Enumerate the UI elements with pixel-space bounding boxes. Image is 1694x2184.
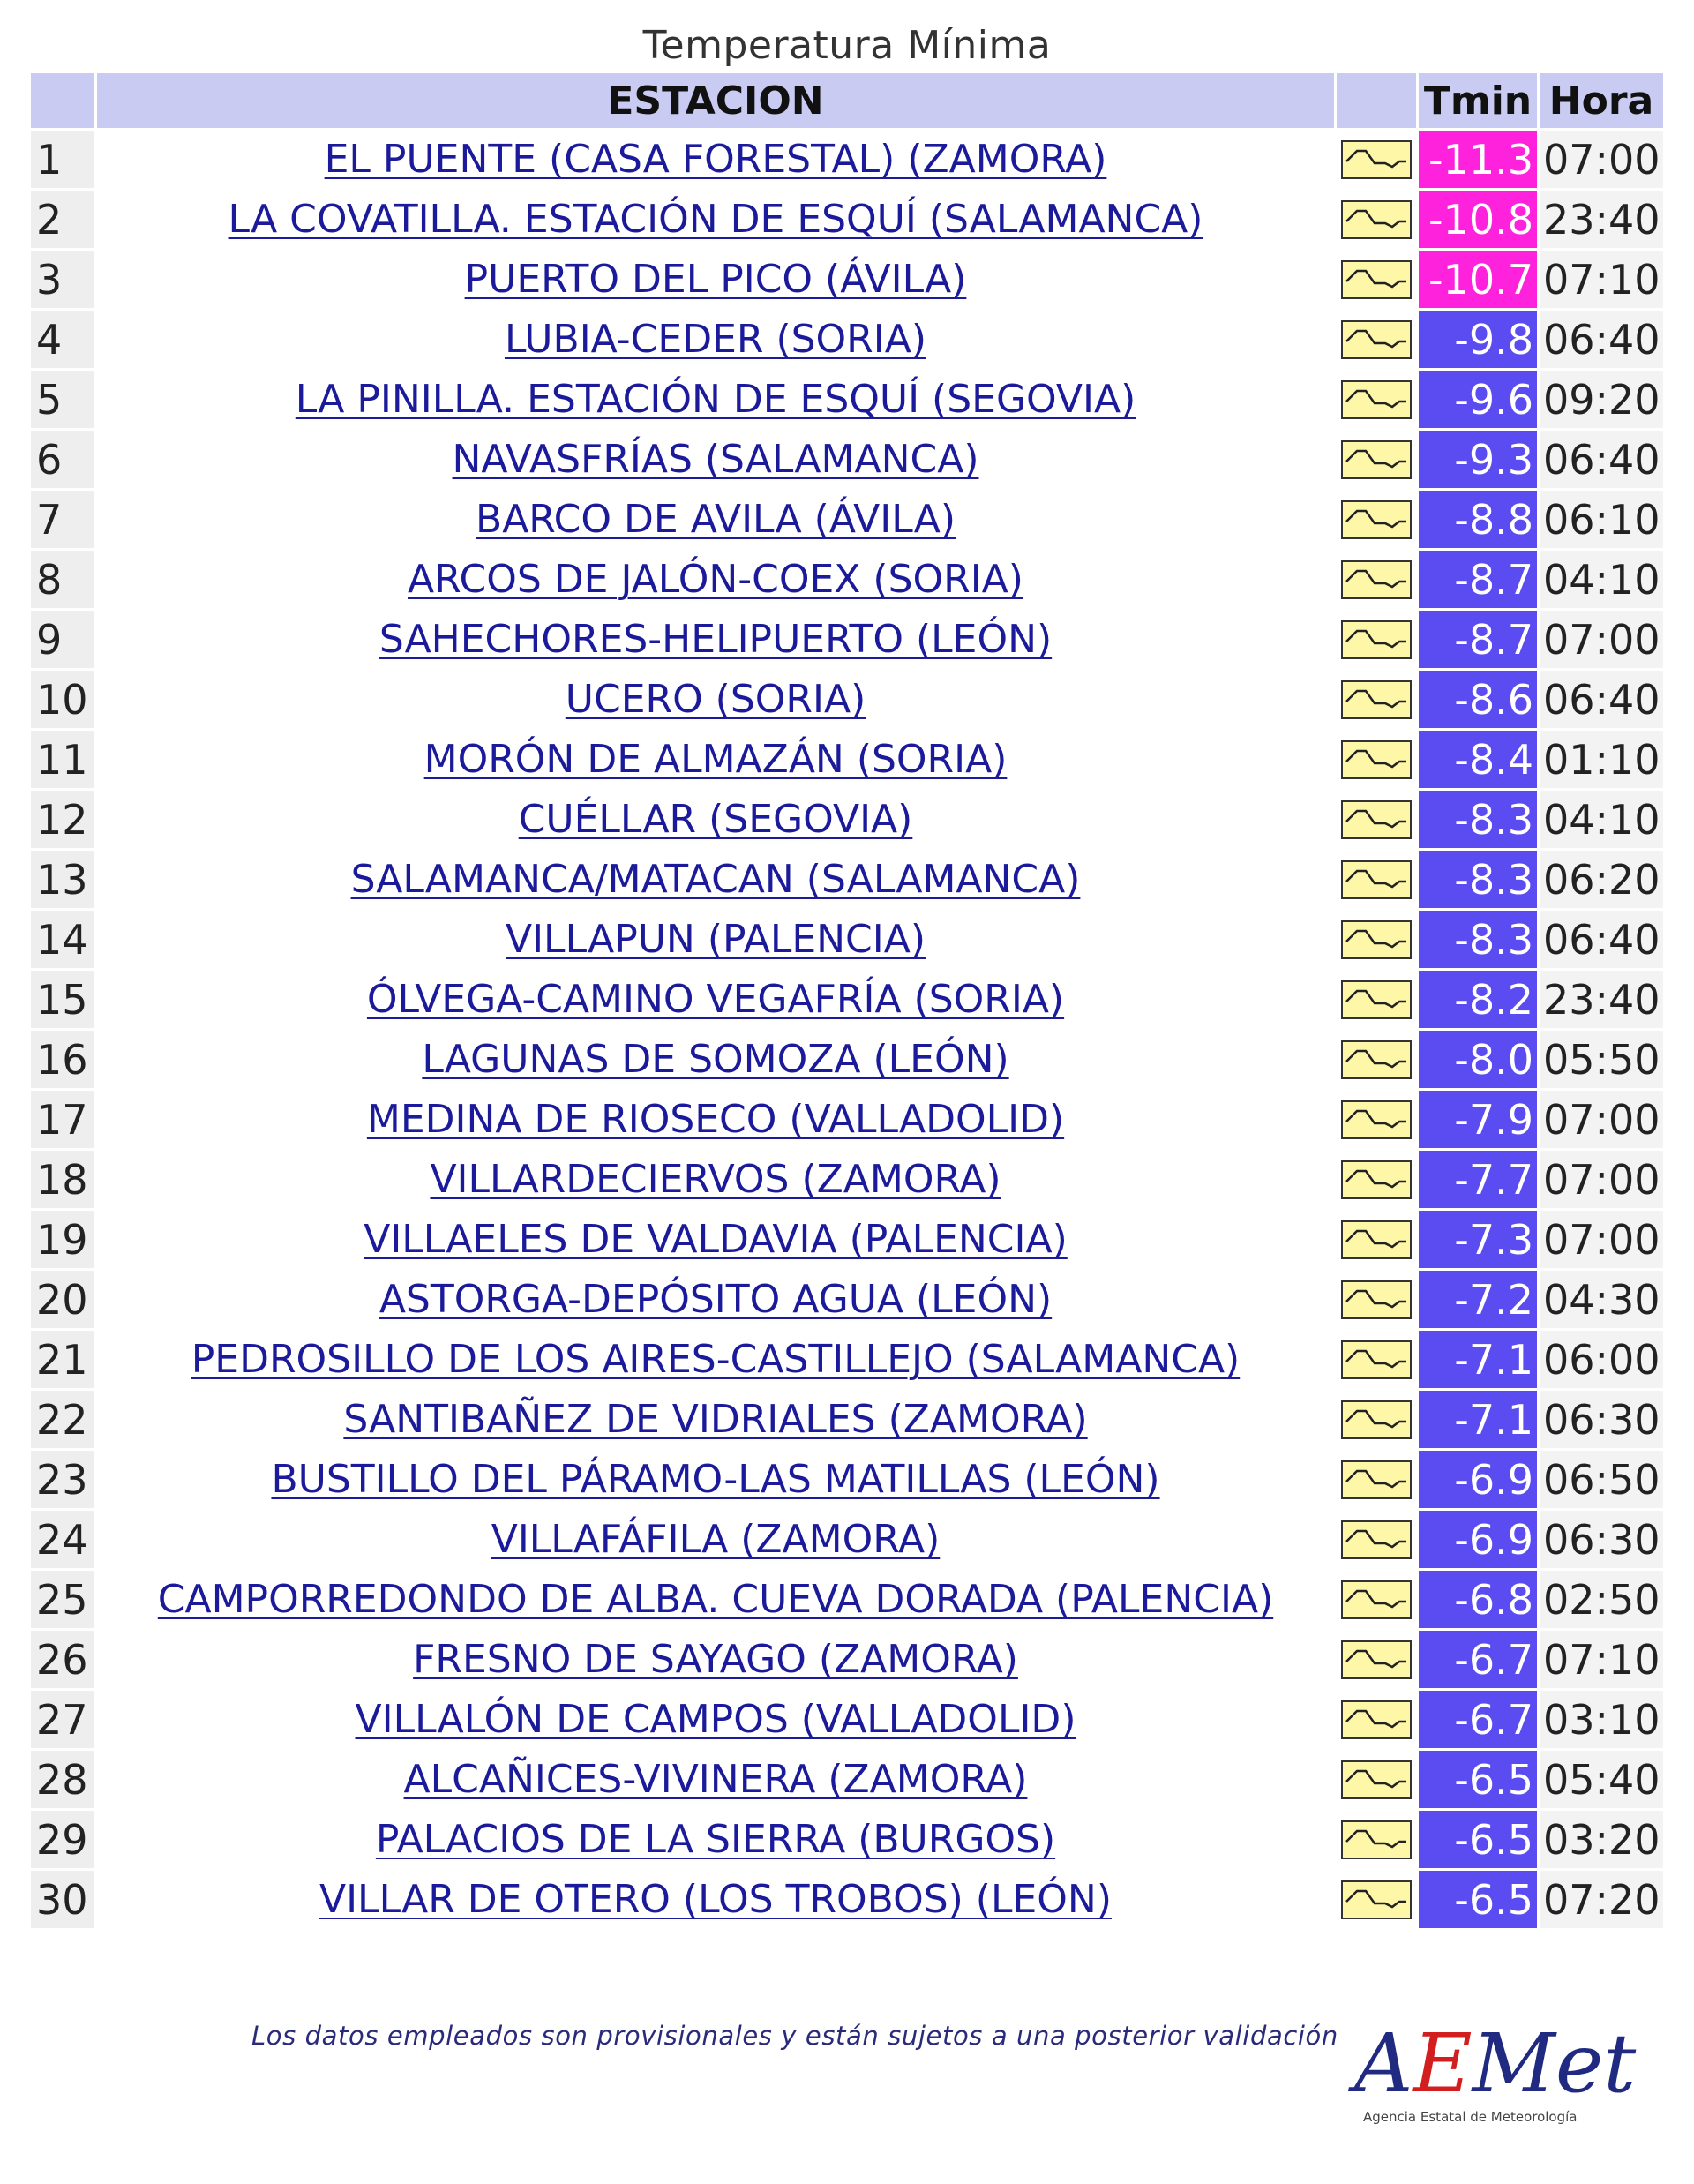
hora-value: 07:10 [1540, 251, 1663, 308]
tmin-value: -10.8 [1419, 191, 1537, 248]
graph-cell [1337, 1751, 1416, 1808]
graph-cell [1337, 551, 1416, 608]
graph-icon[interactable] [1341, 1700, 1412, 1739]
hora-value: 06:00 [1540, 1331, 1663, 1388]
hora-value: 07:00 [1540, 131, 1663, 188]
hora-value: 03:10 [1540, 1691, 1663, 1748]
min-temperature-table [28, 71, 1666, 1931]
table-row [31, 1631, 1663, 1688]
graph-cell [1337, 791, 1416, 848]
hora-value: 06:40 [1540, 431, 1663, 488]
graph-cell [1337, 1211, 1416, 1268]
graph-icon[interactable] [1341, 1340, 1412, 1379]
station-cell [97, 1031, 1334, 1088]
table-row [31, 1691, 1663, 1748]
station-link[interactable]: ARCOS DE JALÓN-COEX (SORIA) [408, 557, 1023, 602]
graph-icon[interactable] [1341, 800, 1412, 839]
station-cell [97, 311, 1334, 368]
hora-value: 07:10 [1540, 1631, 1663, 1688]
station-link[interactable]: FRESNO DE SAYAGO (ZAMORA) [413, 1637, 1018, 1682]
graph-icon[interactable] [1341, 260, 1412, 299]
graph-icon[interactable] [1341, 1400, 1412, 1439]
tmin-value: -8.0 [1419, 1031, 1537, 1088]
graph-icon[interactable] [1341, 980, 1412, 1019]
station-link[interactable]: SALAMANCA/MATACAN (SALAMANCA) [350, 857, 1081, 902]
graph-cell [1337, 371, 1416, 428]
tmin-value: -8.3 [1419, 851, 1537, 908]
row-rank: 24 [31, 1511, 94, 1568]
station-cell [97, 1811, 1334, 1868]
graph-icon[interactable] [1341, 920, 1412, 959]
station-cell [97, 851, 1334, 908]
graph-cell [1337, 1811, 1416, 1868]
station-link[interactable]: SANTIBAÑEZ DE VIDRIALES (ZAMORA) [343, 1397, 1088, 1442]
tmin-value: -6.7 [1419, 1631, 1537, 1688]
tmin-value: -6.9 [1419, 1511, 1537, 1568]
table-row [31, 791, 1663, 848]
tmin-value: -8.3 [1419, 911, 1537, 968]
row-rank: 12 [31, 791, 94, 848]
station-link[interactable]: PUERTO DEL PICO (ÁVILA) [464, 257, 967, 302]
tmin-value: -8.6 [1419, 671, 1537, 728]
graph-cell [1337, 731, 1416, 788]
tmin-value: -9.6 [1419, 371, 1537, 428]
table-row [31, 671, 1663, 728]
graph-cell [1337, 971, 1416, 1028]
table-row [31, 131, 1663, 188]
row-rank: 21 [31, 1331, 94, 1388]
graph-icon[interactable] [1341, 1640, 1412, 1679]
table-row [31, 1031, 1663, 1088]
row-rank: 20 [31, 1271, 94, 1328]
station-link[interactable]: BUSTILLO DEL PÁRAMO-LAS MATILLAS (LEÓN) [271, 1457, 1160, 1502]
hora-value: 05:40 [1540, 1751, 1663, 1808]
station-cell [97, 1211, 1334, 1268]
graph-cell [1337, 1091, 1416, 1148]
station-cell [97, 971, 1334, 1028]
table-row [31, 1151, 1663, 1208]
station-cell [97, 671, 1334, 728]
hora-value: 06:30 [1540, 1511, 1663, 1568]
tmin-value: -7.9 [1419, 1091, 1537, 1148]
station-cell [97, 1391, 1334, 1448]
station-cell [97, 611, 1334, 668]
table-row [31, 371, 1663, 428]
table-row [31, 1571, 1663, 1628]
hora-value: 07:00 [1540, 1151, 1663, 1208]
station-link[interactable]: NAVASFRÍAS (SALAMANCA) [452, 437, 979, 482]
row-rank: 25 [31, 1571, 94, 1628]
row-rank: 17 [31, 1091, 94, 1148]
hora-value: 06:40 [1540, 911, 1663, 968]
station-link[interactable]: UCERO (SORIA) [565, 677, 866, 722]
station-cell [97, 371, 1334, 428]
table-row [31, 1811, 1663, 1868]
hora-value: 07:20 [1540, 1871, 1663, 1928]
station-link[interactable]: VILLAFÁFILA (ZAMORA) [491, 1517, 941, 1562]
table-row [31, 1331, 1663, 1388]
graph-cell [1337, 191, 1416, 248]
graph-icon[interactable] [1341, 740, 1412, 779]
station-link[interactable]: LAGUNAS DE SOMOZA (LEÓN) [422, 1037, 1009, 1082]
tmin-value: -6.9 [1419, 1451, 1537, 1508]
station-link[interactable]: ALCAÑICES-VIVINERA (ZAMORA) [403, 1757, 1028, 1802]
station-cell [97, 1751, 1334, 1808]
station-cell [97, 191, 1334, 248]
logo-subtitle: Agencia Estatal de Meteorología [1363, 2109, 1578, 2125]
station-link[interactable]: VILLALÓN DE CAMPOS (VALLADOLID) [355, 1697, 1076, 1742]
row-rank: 22 [31, 1391, 94, 1448]
table-row [31, 191, 1663, 248]
graph-icon[interactable] [1341, 1580, 1412, 1619]
graph-icon[interactable] [1341, 860, 1412, 899]
row-rank: 28 [31, 1751, 94, 1808]
table-row [31, 911, 1663, 968]
station-cell [97, 1271, 1334, 1328]
table-row [31, 431, 1663, 488]
graph-icon[interactable] [1341, 1880, 1412, 1919]
station-link[interactable]: PALACIOS DE LA SIERRA (BURGOS) [375, 1817, 1056, 1862]
station-cell [97, 1091, 1334, 1148]
graph-icon[interactable] [1341, 320, 1412, 359]
table-row [31, 851, 1663, 908]
hora-value: 06:40 [1540, 671, 1663, 728]
hora-value: 07:00 [1540, 1091, 1663, 1148]
hora-value: 06:20 [1540, 851, 1663, 908]
graph-icon[interactable] [1341, 140, 1412, 179]
graph-icon[interactable] [1341, 620, 1412, 659]
graph-icon[interactable] [1341, 500, 1412, 539]
row-rank: 19 [31, 1211, 94, 1268]
tmin-value: -6.8 [1419, 1571, 1537, 1628]
graph-cell [1337, 611, 1416, 668]
hora-value: 23:40 [1540, 971, 1663, 1028]
page-title: Temperatura Mínima [642, 23, 1052, 68]
tmin-value: -8.7 [1419, 611, 1537, 668]
table-row [31, 731, 1663, 788]
tmin-value: -6.5 [1419, 1811, 1537, 1868]
graph-icon[interactable] [1341, 380, 1412, 419]
graph-cell [1337, 1271, 1416, 1328]
station-cell [97, 1451, 1334, 1508]
row-rank: 8 [31, 551, 94, 608]
station-link[interactable]: CAMPORREDONDO DE ALBA. CUEVA DORADA (PALENCIA) [157, 1577, 1274, 1622]
row-rank: 11 [31, 731, 94, 788]
station-link[interactable]: PEDROSILLO DE LOS AIRES-CASTILLEJO (SALAMANCA) [191, 1337, 1241, 1382]
row-rank: 29 [31, 1811, 94, 1868]
header-tmin: Tmin [1419, 73, 1537, 128]
graph-cell [1337, 1631, 1416, 1688]
graph-cell [1337, 131, 1416, 188]
station-link[interactable]: MORÓN DE ALMAZÁN (SORIA) [424, 737, 1008, 782]
logo-letters-met: Met [1472, 2016, 1637, 2111]
row-rank: 13 [31, 851, 94, 908]
hora-value: 06:50 [1540, 1451, 1663, 1508]
table-row [31, 1511, 1663, 1568]
tmin-value: -10.7 [1419, 251, 1537, 308]
hora-value: 01:10 [1540, 731, 1663, 788]
hora-value: 06:10 [1540, 491, 1663, 548]
table-row [31, 491, 1663, 548]
footer-disclaimer: Los datos empleados son provisionales y están sujetos a una posterior validación [251, 2021, 1338, 2051]
graph-cell [1337, 1151, 1416, 1208]
row-rank: 7 [31, 491, 94, 548]
hora-value: 02:50 [1540, 1571, 1663, 1628]
table-row [31, 971, 1663, 1028]
row-rank: 2 [31, 191, 94, 248]
station-cell [97, 131, 1334, 188]
tmin-value: -8.4 [1419, 731, 1537, 788]
graph-icon[interactable] [1341, 1520, 1412, 1559]
table-header-row [31, 73, 1663, 128]
table-row [31, 1451, 1663, 1508]
row-rank: 3 [31, 251, 94, 308]
tmin-value: -8.8 [1419, 491, 1537, 548]
tmin-value: -8.3 [1419, 791, 1537, 848]
table-row [31, 1091, 1663, 1148]
graph-icon[interactable] [1341, 1760, 1412, 1799]
row-rank: 5 [31, 371, 94, 428]
graph-icon[interactable] [1341, 1820, 1412, 1859]
table-row [31, 251, 1663, 308]
graph-icon[interactable] [1341, 200, 1412, 239]
table-row [31, 311, 1663, 368]
station-cell [97, 551, 1334, 608]
station-cell [97, 911, 1334, 968]
graph-cell [1337, 911, 1416, 968]
graph-icon[interactable] [1341, 1220, 1412, 1259]
row-rank: 18 [31, 1151, 94, 1208]
station-cell [97, 491, 1334, 548]
table-row [31, 1871, 1663, 1928]
hora-value: 23:40 [1540, 191, 1663, 248]
graph-cell [1337, 491, 1416, 548]
station-link[interactable]: LUBIA-CEDER (SORIA) [504, 317, 926, 362]
tmin-value: -7.2 [1419, 1271, 1537, 1328]
row-rank: 6 [31, 431, 94, 488]
station-cell [97, 1631, 1334, 1688]
tmin-value: -7.1 [1419, 1331, 1537, 1388]
graph-cell [1337, 1511, 1416, 1568]
station-cell [97, 1331, 1334, 1388]
graph-cell [1337, 851, 1416, 908]
table-row [31, 1751, 1663, 1808]
station-cell [97, 431, 1334, 488]
tmin-value: -6.5 [1419, 1751, 1537, 1808]
station-link[interactable]: BARCO DE AVILA (ÁVILA) [476, 497, 956, 542]
hora-value: 09:20 [1540, 371, 1663, 428]
graph-cell [1337, 671, 1416, 728]
station-cell [97, 731, 1334, 788]
row-rank: 30 [31, 1871, 94, 1928]
graph-cell [1337, 1451, 1416, 1508]
hora-value: 04:10 [1540, 551, 1663, 608]
graph-icon[interactable] [1341, 680, 1412, 719]
graph-cell [1337, 431, 1416, 488]
station-link[interactable]: VILLAELES DE VALDAVIA (PALENCIA) [364, 1217, 1068, 1262]
station-cell [97, 1871, 1334, 1928]
logo-letter-a: A [1354, 2016, 1413, 2111]
station-link[interactable]: ASTORGA-DEPÓSITO AGUA (LEÓN) [379, 1277, 1053, 1322]
tmin-value: -7.1 [1419, 1391, 1537, 1448]
station-link[interactable]: VILLAPUN (PALENCIA) [505, 917, 926, 962]
station-link[interactable]: CUÉLLAR (SEGOVIA) [518, 797, 913, 842]
tmin-value: -8.2 [1419, 971, 1537, 1028]
station-link[interactable]: MEDINA DE RIOSECO (VALLADOLID) [366, 1097, 1065, 1142]
station-link[interactable]: VILLARDECIERVOS (ZAMORA) [430, 1157, 1001, 1202]
graph-cell [1337, 1871, 1416, 1928]
hora-value: 04:10 [1540, 791, 1663, 848]
graph-cell [1337, 1391, 1416, 1448]
graph-cell [1337, 251, 1416, 308]
station-link[interactable]: SAHECHORES-HELIPUERTO (LEÓN) [379, 617, 1053, 662]
station-link[interactable]: VILLAR DE OTERO (LOS TROBOS) (LEÓN) [319, 1877, 1112, 1922]
logo-letter-e: E [1413, 2016, 1473, 2111]
tmin-value: -9.3 [1419, 431, 1537, 488]
hora-value: 07:00 [1540, 611, 1663, 668]
header-hora: Hora [1540, 73, 1663, 128]
row-rank: 1 [31, 131, 94, 188]
graph-cell [1337, 1691, 1416, 1748]
station-cell [97, 1151, 1334, 1208]
graph-icon[interactable] [1341, 1160, 1412, 1199]
hora-value: 05:50 [1540, 1031, 1663, 1088]
station-cell [97, 791, 1334, 848]
hora-value: 06:30 [1540, 1391, 1663, 1448]
table-row [31, 611, 1663, 668]
graph-icon[interactable] [1341, 1460, 1412, 1499]
graph-cell [1337, 1031, 1416, 1088]
table-row [31, 1391, 1663, 1448]
row-rank: 10 [31, 671, 94, 728]
station-cell [97, 251, 1334, 308]
station-cell [97, 1571, 1334, 1628]
graph-cell [1337, 1331, 1416, 1388]
tmin-value: -7.3 [1419, 1211, 1537, 1268]
row-rank: 26 [31, 1631, 94, 1688]
station-link[interactable]: LA COVATILLA. ESTACIÓN DE ESQUÍ (SALAMANCA) [228, 197, 1203, 242]
hora-value: 03:20 [1540, 1811, 1663, 1868]
graph-icon[interactable] [1341, 1280, 1412, 1319]
station-cell [97, 1511, 1334, 1568]
graph-icon[interactable] [1341, 1100, 1412, 1139]
graph-icon[interactable] [1341, 440, 1412, 479]
tmin-value: -6.5 [1419, 1871, 1537, 1928]
station-link[interactable]: LA PINILLA. ESTACIÓN DE ESQUÍ (SEGOVIA) [295, 377, 1136, 422]
hora-value: 06:40 [1540, 311, 1663, 368]
row-rank: 27 [31, 1691, 94, 1748]
tmin-value: -7.7 [1419, 1151, 1537, 1208]
row-rank: 14 [31, 911, 94, 968]
header-graph [1337, 73, 1416, 128]
tmin-value: -8.7 [1419, 551, 1537, 608]
hora-value: 07:00 [1540, 1211, 1663, 1268]
tmin-value: -6.7 [1419, 1691, 1537, 1748]
row-rank: 16 [31, 1031, 94, 1088]
tmin-value: -9.8 [1419, 311, 1537, 368]
header-number [31, 73, 94, 128]
row-rank: 4 [31, 311, 94, 368]
station-link[interactable]: EL PUENTE (CASA FORESTAL) (ZAMORA) [324, 137, 1107, 182]
table-row [31, 1271, 1663, 1328]
graph-cell [1337, 1571, 1416, 1628]
station-cell [97, 1691, 1334, 1748]
table-row [31, 1211, 1663, 1268]
tmin-value: -11.3 [1419, 131, 1537, 188]
hora-value: 04:30 [1540, 1271, 1663, 1328]
graph-icon[interactable] [1341, 560, 1412, 599]
table-row [31, 551, 1663, 608]
header-station: ESTACION [97, 73, 1334, 128]
row-rank: 9 [31, 611, 94, 668]
row-rank: 23 [31, 1451, 94, 1508]
graph-icon[interactable] [1341, 1040, 1412, 1079]
table-body [31, 131, 1663, 1928]
graph-cell [1337, 311, 1416, 368]
station-link[interactable]: ÓLVEGA-CAMINO VEGAFRÍA (SORIA) [366, 977, 1065, 1022]
row-rank: 15 [31, 971, 94, 1028]
